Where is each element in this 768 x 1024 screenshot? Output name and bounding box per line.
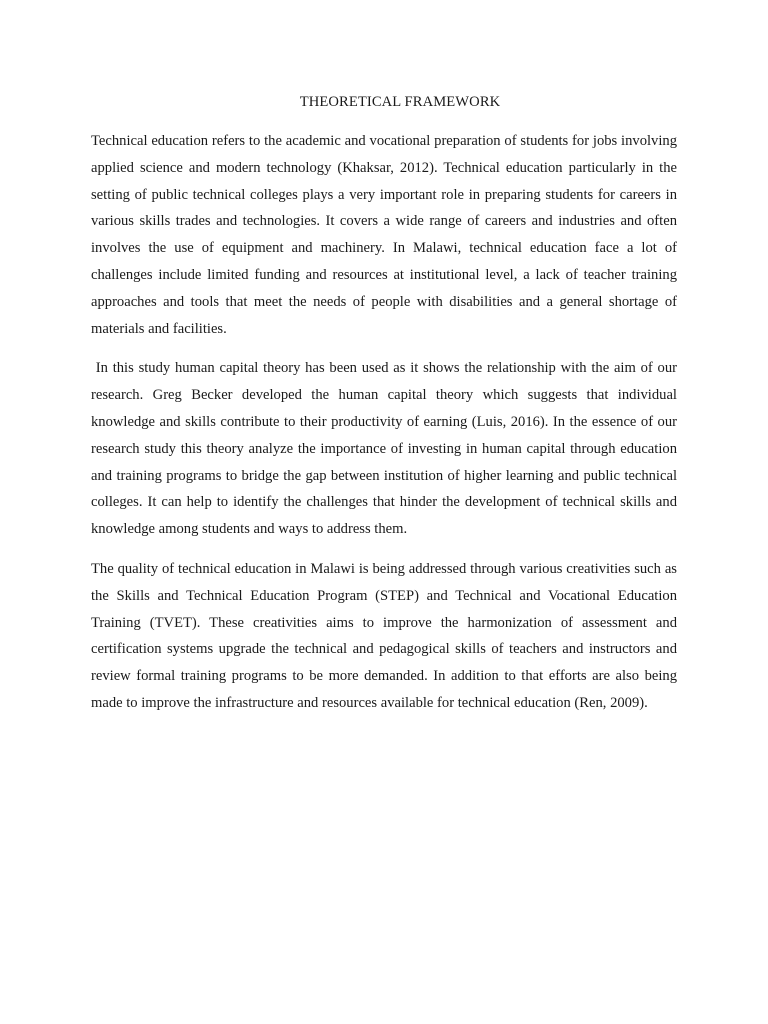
paragraph-human-capital-theory: In this study human capital theory has been used as it shows the relationship with the aim of our research. Greg Becker developed the human capital theory which suggests that individual knowledge and skills contribute to their productivity of earning (Luis, 2016). In the essence of our research study this theory analyze the importance of investing in human capital through education and training programs to bridge the gap between institution of higher learning and public technical colleges. It can help to identify the challenges that hinder the development of technical skills and knowledge among students and ways to address them. xyxy=(91,360,677,538)
paragraph-quality-in-malawi: The quality of technical education in Malawi is being addressed through various creativities such as the Skills and Technical Education Program (STEP) and Technical and Vocational Education Training (TVET). These creativities aims to improve the harmonization of assessment and certification systems upgrade the technical and pedagogical skills of teachers and instructors and review formal training programs to be more demanded. In addition to that efforts are also being made to improve the infrastructure and resources available for technical education (Ren, 2009). xyxy=(91,560,677,711)
paragraph-technical-education: Technical education refers to the academic and vocational preparation of students for jobs involving applied science and modern technology (Khaksar, 2012). Technical education particularly in the setting of public technical colleges plays a very important role in preparing students for careers in various skills trades and technologies. It covers a wide range of careers and industries and often involves the use of equipment and machinery. In Malawi, technical education face a lot of challenges include limited funding and resources at institutional level, a lack of teacher training approaches and tools that meet the needs of people with disabilities and a general shortage of materials and facilities. xyxy=(91,133,677,337)
document-body xyxy=(91,128,677,730)
document-title: THEORETICAL FRAMEWORK xyxy=(299,94,501,110)
